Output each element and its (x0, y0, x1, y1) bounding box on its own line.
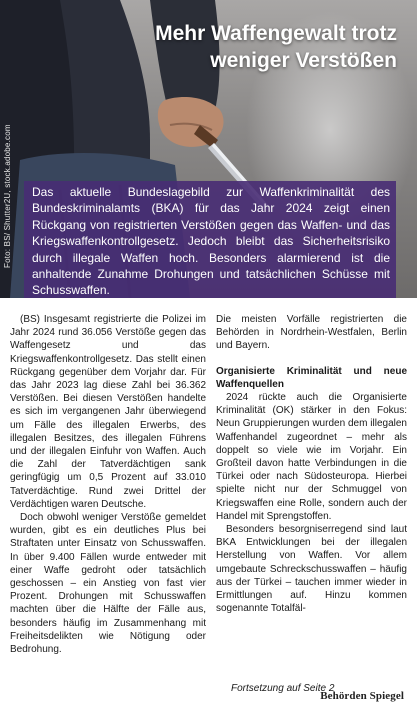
body-paragraph: Doch obwohl weniger Verstöße gemeldet wurden, gibt es ein deutliches Plus bei Straftaten unter Einsatz von Schusswaffen. In über 9.400 Fällen wurde entweder mit einer Waffe gedroht oder tatsächlich geschossen – ein Anstieg von fast vier Prozent. Drohungen mit Schusswaffen machten über die Hälfte der Fälle aus, besonders häufig im Zusammenhang mit Freiheitsdelikten wie Nötigung oder Bedrohung. (10, 512, 206, 656)
body-paragraph: Die meisten Vorfälle registrierten die Behörden in Nordrhein-Westfalen, Berlin und Bayern. (216, 314, 407, 352)
photo-credit: Foto: BS/ Shutter2U, stock.adobe.com (3, 124, 12, 268)
page-title: Mehr Waffengewalt trotz weniger Verstößen (155, 22, 397, 72)
body-paragraph: 2024 rückte auch die Organisierte Kriminalität (OK) stärker in den Fokus: Neun Gruppierungen wurden dem illegalen Waffenhandel zugeordnet – mehr als doppelt so viele wie im Vorjahr. Ein Großteil davon hatte Verbindungen in die Türkei oder nach Südosteuropa. Hierbei spielte nicht nur der Schmuggel von Kriegswaffen eine Rolle, sondern auch der Handel mit Sprengstoffen. (216, 392, 407, 522)
body-paragraph: Besonders besorgniserregend sind laut BKA Entwicklungen bei der illegalen Herstellung von Waffen. Vor allem umgebaute Schreckschusswaffen – häufig aus der Türkei – tauchen immer wieder in Ermittlungen auf. Hinzu kommen sogenannte Totalfäl- (216, 524, 407, 615)
continue-note: Fortsetzung auf Seite 2 (231, 683, 335, 694)
article-column-left (10, 313, 206, 656)
article-column-right (216, 313, 407, 615)
body-paragraph: (BS) Insgesamt registrierte die Polizei im Jahr 2024 rund 36.056 Verstöße gegen das Waffengesetz und das Kriegswaffenkontrollgesetz. Das stellt einen Rückgang gegenüber dem Vorjahr dar. Für das Jahr 2023 lag diese Zahl bei 36.362 Verstößen. Bei diesen Verstößen handelte es sich im vergangenen Jahr überwiegend um Fälle des illegalen Erwerbs, des illegalen Besitzes, des illegalen Führens und der illegalen Einfuhr von Waffen. Auch die Zahl der Tatverdächtigen sank geringfügig um 0,5 Prozent auf 33.010 Tatverdächtige. Rund zwei Drittel der Verdächtigen waren Deutsche. (10, 314, 206, 510)
hero-photo (0, 0, 417, 298)
publication-logo: Behörden Spiegel (320, 690, 404, 702)
lead-paragraph: Das aktuelle Bundeslagebild zur Waffenkriminalität des Bundeskriminalamts (BKA) für das Jahr 2024 zeigt einen Rückgang von registrierten Verstößen gegen das Waffen- und das Kriegswaffenkontrollgesetz. Jedoch bleibt das Sicherheitsrisiko durch illegale Waffen hoch. Besonders alarmierend ist die anhaltende Zunahme Drohungen und tatsächlichen Schüsse mit Schusswaffen. (24, 181, 396, 298)
section-subheading: Organisierte Kriminalität und neue Waffenquellen (216, 365, 407, 390)
